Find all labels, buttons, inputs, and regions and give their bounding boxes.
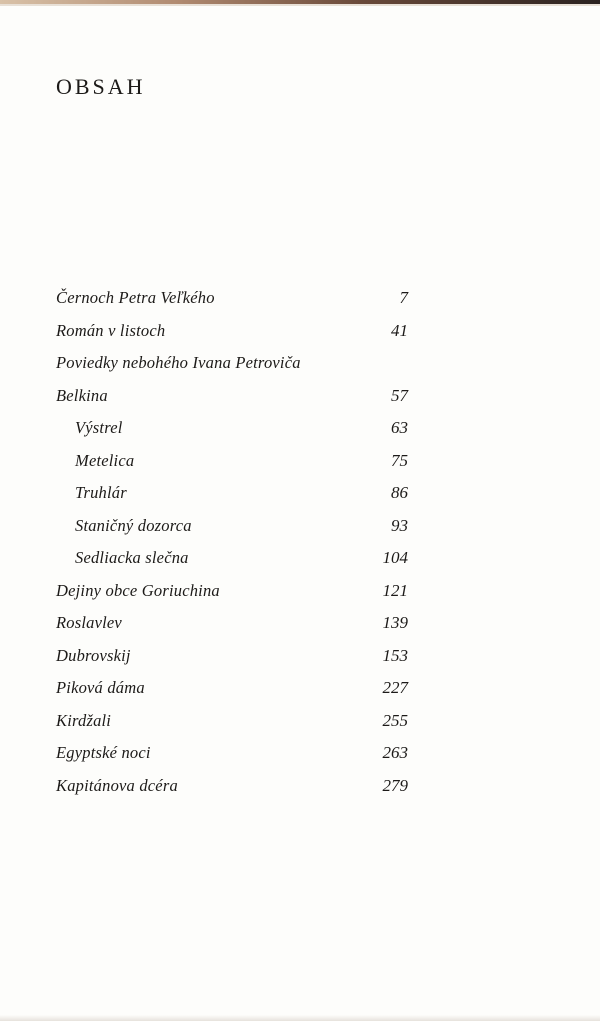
page-bottom-edge	[0, 1015, 600, 1021]
toc-entry	[56, 516, 408, 549]
page-top-edge-strip	[0, 4, 600, 6]
toc-entry-title: Belkina	[56, 385, 108, 405]
toc-entry-title: Sedliacka slečna	[75, 548, 189, 567]
toc-entry-page-number: 227	[382, 678, 408, 697]
page-title: OBSAH	[56, 74, 146, 99]
toc-entry-title: Truhlár	[75, 483, 127, 502]
toc-entry-page-number: 104	[382, 548, 408, 567]
toc-entry-title: Egyptské noci	[56, 743, 151, 762]
toc-entry-title: Výstrel	[75, 418, 123, 437]
toc-entry	[56, 321, 408, 354]
toc-entry-title: Kirdžali	[56, 710, 112, 730]
toc-entry	[56, 386, 408, 419]
toc-entry	[56, 548, 408, 581]
toc-entry-title: Metelica	[75, 450, 135, 470]
toc-entry-title: Piková dáma	[56, 678, 145, 697]
toc-entry-title: Dejiny obce Goriuchina	[56, 580, 220, 600]
toc-entry-page-number: 121	[382, 580, 408, 600]
toc-entry-page-number: 57	[391, 385, 408, 405]
toc-entry	[56, 613, 408, 646]
toc-entry-page-number: 279	[382, 775, 408, 795]
toc-entry	[56, 451, 408, 484]
toc-entry-page-number: 263	[382, 743, 408, 762]
toc-entry	[56, 288, 408, 321]
toc-entry-page-number: 86	[391, 483, 408, 502]
toc-entry	[56, 776, 408, 809]
toc-entry	[56, 483, 408, 516]
toc-entry-title: Román v listoch	[56, 320, 166, 340]
toc-entry-page-number: 153	[382, 645, 408, 665]
toc-entry	[56, 711, 408, 744]
toc-entry-title: Dubrovskij	[56, 645, 131, 665]
toc-entry-title: Staničný dozorca	[75, 515, 192, 535]
toc-entry-page-number: 63	[391, 418, 408, 437]
toc-entry	[56, 581, 408, 614]
toc-entry	[56, 646, 408, 679]
toc-entry	[56, 743, 408, 776]
table-of-contents	[56, 288, 408, 808]
toc-entry-title: Poviedky nebohého Ivana Petroviča	[56, 353, 301, 372]
toc-entry-title: Černoch Petra Veľkého	[56, 288, 215, 307]
toc-entry	[56, 418, 408, 451]
toc-entry-page-number: 255	[382, 710, 408, 730]
toc-entry	[56, 353, 408, 386]
toc-entry-page-number: 139	[382, 613, 408, 632]
toc-entry-page-number: 41	[391, 320, 408, 340]
toc-entry-page-number: 75	[391, 450, 408, 470]
toc-entry-title: Kapitánova dcéra	[56, 775, 178, 795]
toc-entry-page-number: 93	[391, 515, 408, 535]
toc-entry-title: Roslavlev	[56, 613, 122, 632]
toc-entry-page-number: 7	[399, 288, 408, 307]
toc-entry	[56, 678, 408, 711]
